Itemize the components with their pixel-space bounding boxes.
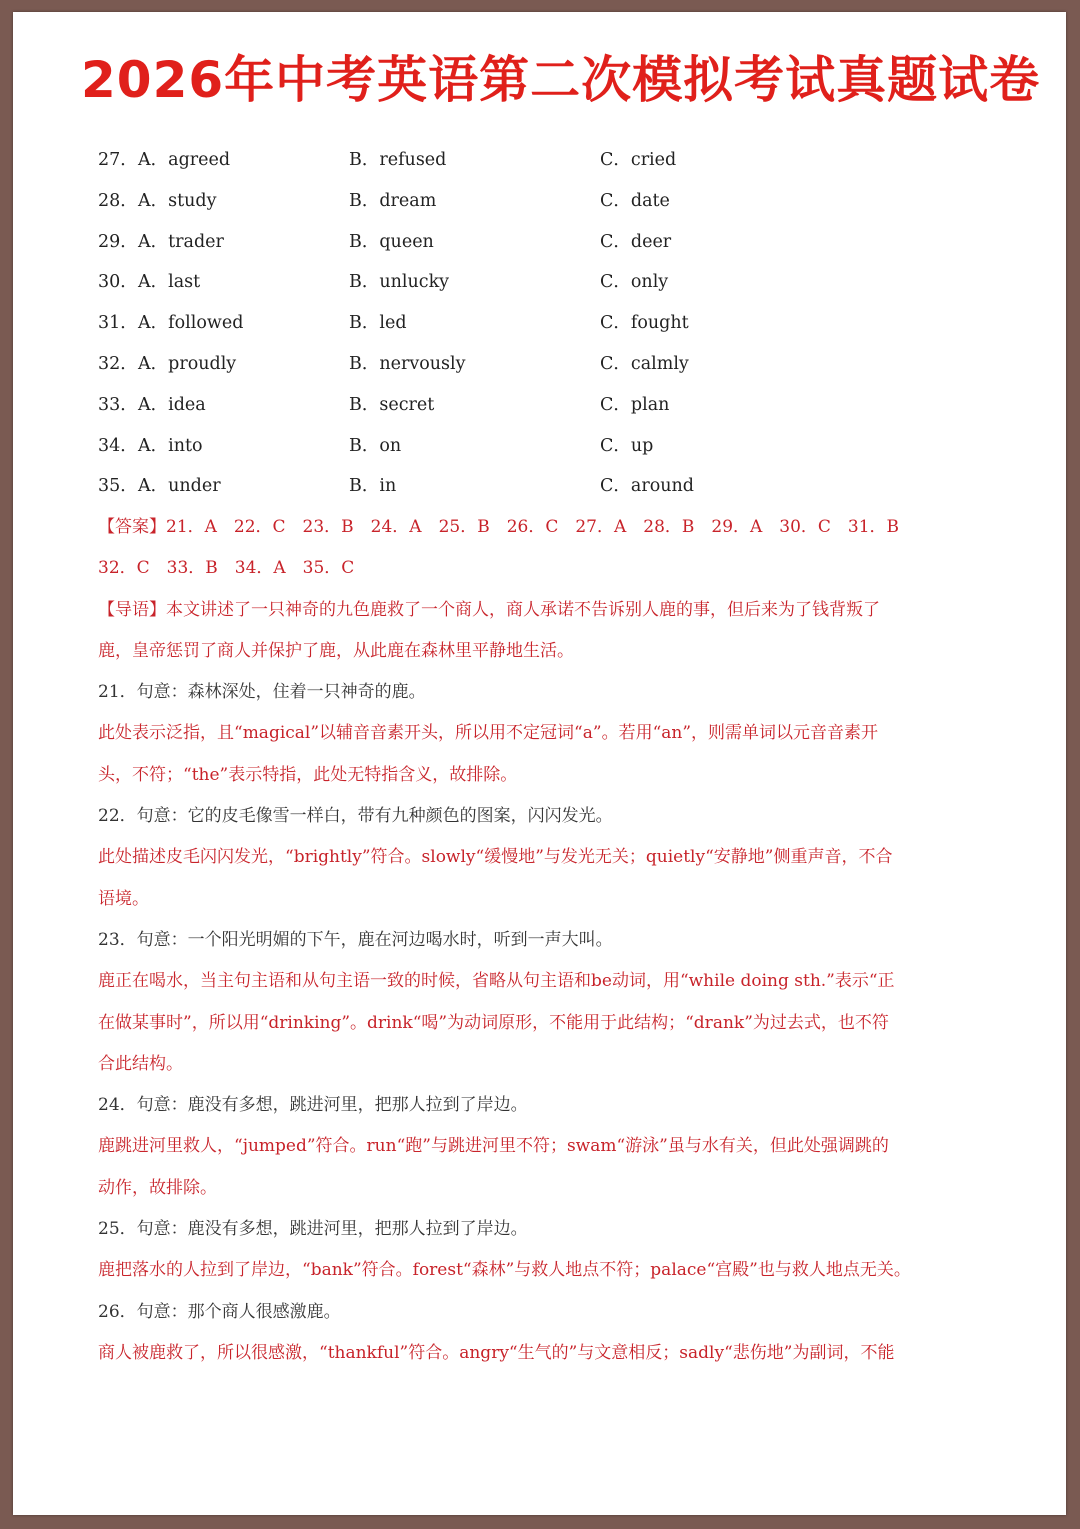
option-row (98, 426, 998, 467)
option-c: C．fought (600, 313, 689, 334)
explanation-line: 此处表示泛指，且“magical”以辅音音素开头，所以用不定冠词“a”。若用“an”，则需单词以元音音素开 (98, 723, 879, 744)
option-b: B．on (349, 435, 402, 456)
explanation-line: 语境。 (98, 888, 149, 909)
question-number: 35． (98, 476, 138, 497)
explanation-line: 头，不符；“the”表示特指，此处无特指含义，故排除。 (98, 764, 518, 785)
explanation-question: 24．句意：鹿没有多想，跳进河里，把那人拉到了岸边。 (98, 1095, 528, 1116)
explanation-question: 25．句意：鹿没有多想，跳进河里，把那人拉到了岸边。 (98, 1219, 528, 1240)
question-number: 30． (98, 272, 138, 293)
question-number: 29． (98, 231, 138, 252)
options-table (98, 140, 998, 507)
option-a: A．into (138, 435, 203, 456)
answer-line-2: 32．C 33．B 34．A 35．C (98, 558, 355, 579)
option-a: A．under (138, 476, 221, 497)
option-c: C．calmly (600, 353, 689, 374)
option-c: C．deer (600, 231, 672, 252)
option-c: C．cried (600, 150, 677, 170)
option-c: C．up (600, 435, 654, 456)
explanation-line: 鹿正在喝水，当主句主语和从句主语一致的时候，省略从句主语和be动词，用“while doing sth.”表示“正 (98, 971, 895, 992)
explanation-line: 商人被鹿救了，所以很感激，“thankful”符合。angry“生气的”与文意相反；sadly“悲伤地”为副词，不能 (98, 1342, 895, 1363)
explanation-line: 鹿跳进河里救人，“jumped”符合。run“跑”与跳进河里不符；swam“游泳”虽与水有关，但此处强调跳的 (98, 1136, 889, 1157)
explanation-line: 动作，故排除。 (98, 1177, 217, 1198)
explanation-line: 在做某事时”，所以用“drinking”。drink“喝”为动词原形，不能用于此结构；“drank”为过去式，也不符 (98, 1012, 889, 1033)
option-a: A．study (138, 190, 217, 211)
option-row (98, 303, 998, 344)
question-number: 27． (98, 150, 138, 170)
option-a: A．followed (138, 313, 244, 334)
option-row (98, 222, 998, 263)
guide-line-1: 【导语】本文讲述了一只神奇的九色鹿救了一个商人，商人承诺不告诉别人鹿的事，但后来为了钱背叛了 (98, 599, 880, 620)
question-number: 33． (98, 394, 138, 415)
explanation-line: 合此结构。 (98, 1053, 183, 1074)
option-b: B．nervously (349, 353, 466, 374)
answer-analysis (98, 507, 998, 1374)
question-number: 31． (98, 313, 138, 334)
option-a: A．trader (138, 231, 224, 252)
option-b: B．refused (349, 150, 447, 170)
option-row (98, 181, 998, 222)
option-a: A．agreed (138, 150, 231, 170)
option-c: C．plan (600, 394, 670, 415)
option-row (98, 262, 998, 303)
option-b: B．dream (349, 190, 437, 211)
exam-page (13, 12, 1066, 1515)
option-c: C．date (600, 190, 670, 211)
explanation-line: 鹿把落水的人拉到了岸边，“bank”符合。forest“森林”与救人地点不符；palace“宫殿”也与救人地点无关。 (98, 1260, 911, 1281)
option-row (98, 466, 998, 507)
option-row (98, 385, 998, 426)
option-b: B．secret (349, 394, 435, 415)
page-title: 2026年中考英语第二次模拟考试真题试卷 (81, 51, 1041, 109)
question-number: 28． (98, 190, 138, 211)
question-number: 32． (98, 353, 138, 374)
explanation-line: 此处描述皮毛闪闪发光，“brightly”符合。slowly“缓慢地”与发光无关；quietly“安静地”侧重声音，不合 (98, 847, 893, 868)
explanation-question: 21．句意：森林深处，住着一只神奇的鹿。 (98, 682, 426, 703)
option-row (98, 344, 998, 385)
option-a: A．proudly (138, 353, 237, 374)
answer-line-1: 【答案】21．A 22．C 23．B 24．A 25．B 26．C 27．A 28．B 29．A 30．C 31．B (98, 517, 900, 537)
explanations (98, 672, 998, 1374)
option-b: B．unlucky (349, 272, 450, 293)
option-a: A．idea (138, 394, 206, 415)
question-number: 34． (98, 435, 138, 456)
explanation-question: 22．句意：它的皮毛像雪一样白，带有九种颜色的图案，闪闪发光。 (98, 806, 613, 827)
explanation-question: 23．句意：一个阳光明媚的下午，鹿在河边喝水时，听到一声大叫。 (98, 929, 613, 950)
option-c: C．only (600, 272, 669, 293)
option-c: C．around (600, 476, 694, 497)
option-a: A．last (138, 272, 201, 293)
option-b: B．led (349, 313, 407, 334)
option-row (98, 140, 998, 181)
option-b: B．in (349, 476, 397, 497)
explanation-question: 26．句意：那个商人很感激鹿。 (98, 1301, 341, 1322)
guide-line-2: 鹿，皇帝惩罚了商人并保护了鹿，从此鹿在森林里平静地生活。 (98, 640, 574, 661)
option-b: B．queen (349, 231, 434, 252)
